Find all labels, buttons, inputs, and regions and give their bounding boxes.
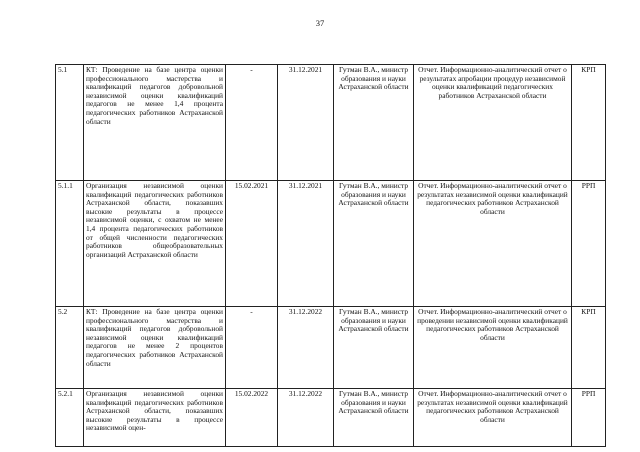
page-number: 37 <box>315 18 325 28</box>
level-code: КРП <box>572 65 606 181</box>
responsible-person: Гутман В.А., министр образования и науки Астраханской области <box>334 181 414 307</box>
activity-description: КТ: Проведение на базе центра оценки профессионального мастерства и квалификаций педагогов добровольной независимой оценки квалификаций педагогов не менее 1,4 процента педагогических работников Астраханской области <box>84 65 226 181</box>
level-code: КРП <box>572 307 606 389</box>
result-description: Отчет. Информационно-аналитический отчет о результатах независимой оценки квалификаций педагогических работников Астраханской области <box>414 181 572 307</box>
activity-description: Организация независимой оценки квалификаций педагогических работников Астраханской области, показавших высокие результаты в процессе независимой оценки, с охватом не менее 1,4 процента педагогических работников от общей численности педагогических работников общеобразовательных организаций Астраханской области <box>84 181 226 307</box>
table-row <box>56 307 606 389</box>
activity-description: Организация независимой оценки квалификаций педагогических работников Астраханской области, показавших высокие результаты в процессе независимой оцен- <box>84 389 226 447</box>
end-date: 31.12.2022 <box>278 389 334 447</box>
level-code: РРП <box>572 181 606 307</box>
row-number: 5.2 <box>56 307 84 389</box>
end-date: 31.12.2021 <box>278 181 334 307</box>
start-date: 15.02.2022 <box>226 389 278 447</box>
end-date: 31.12.2021 <box>278 65 334 181</box>
responsible-person: Гутман В.А., министр образования и науки Астраханской области <box>334 307 414 389</box>
row-number: 5.1.1 <box>56 181 84 307</box>
level-code: РРП <box>572 389 606 447</box>
project-plan-table <box>55 64 606 447</box>
activity-description: КТ: Проведение на базе центра оценки профессионального мастерства и квалификаций педагогов добровольной независимой оценки квалификаций педагогов не менее 2 процентов педагогических работников Астраханской области <box>84 307 226 389</box>
result-description: Отчет. Информационно-аналитический отчет о проведении независимой оценки квалификаций педагогических работников Астраханской области <box>414 307 572 389</box>
result-description: Отчет. Информационно-аналитический отчет о результатах апробации процедур независимой оценки квалификаций педагогических работников Астраханской области <box>414 65 572 181</box>
row-number: 5.1 <box>56 65 84 181</box>
table-row <box>56 389 606 447</box>
table-row <box>56 65 606 181</box>
start-date: - <box>226 307 278 389</box>
responsible-person: Гутман В.А., министр образования и науки Астраханской области <box>334 389 414 447</box>
end-date: 31.12.2022 <box>278 307 334 389</box>
responsible-person: Гутман В.А., министр образования и науки Астраханской области <box>334 65 414 181</box>
row-number: 5.2.1 <box>56 389 84 447</box>
result-description: Отчет. Информационно-аналитический отчет о результатах независимой оценки квалификаций педагогических работников Астраханской области <box>414 389 572 447</box>
table-row <box>56 181 606 307</box>
start-date: 15.02.2021 <box>226 181 278 307</box>
start-date: - <box>226 65 278 181</box>
